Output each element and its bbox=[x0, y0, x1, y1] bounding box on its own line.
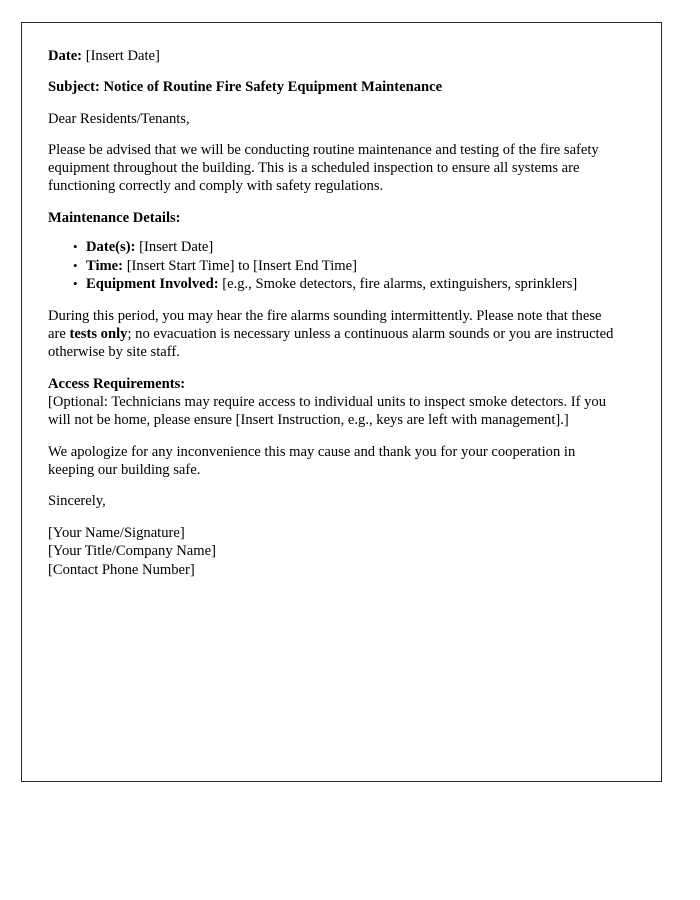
list-item bbox=[86, 275, 616, 294]
signature-line: [Your Title/Company Name] bbox=[48, 543, 216, 560]
intro-paragraph: Please be advised that we will be conducting routine maintenance and testing of the fire safety equipment throughout the building. This is a scheduled inspection to ensure all systems are functioning correctly and comply with safety regulations. bbox=[48, 141, 599, 195]
list-item-label: Time: bbox=[86, 257, 124, 274]
list-item bbox=[86, 257, 616, 276]
date-line bbox=[48, 47, 616, 65]
apology-paragraph: We apologize for any inconvenience this may cause and thank you for your cooperation in keeping our building safe. bbox=[48, 443, 576, 478]
alarm-notice-part1: During this period, you may hear the fire alarms sounding intermittently. Please note that these are bbox=[48, 307, 602, 343]
list-item bbox=[86, 238, 616, 257]
list-item-label: Date(s): bbox=[86, 239, 136, 256]
maintenance-details-list bbox=[48, 238, 616, 294]
date-value: [Insert Date] bbox=[85, 48, 160, 64]
signature-line: [Contact Phone Number] bbox=[48, 561, 195, 578]
subject-line: Subject: Notice of Routine Fire Safety Equipment Maintenance bbox=[48, 79, 443, 96]
date-label: Date: bbox=[48, 48, 83, 64]
document-body bbox=[48, 47, 616, 579]
access-requirements-body: [Optional: Technicians may require access to individual units to inspect smoke detectors. If you will not be home, please ensure [Insert Instruction, e.g., keys are left with management].] bbox=[48, 394, 606, 429]
document-page-border bbox=[21, 22, 662, 782]
list-item-value: [Insert Start Time] to [Insert End Time] bbox=[126, 257, 357, 274]
signature-line: [Your Name/Signature] bbox=[48, 524, 185, 541]
salutation: Dear Residents/Tenants, bbox=[48, 110, 190, 127]
access-requirements-heading: Access Requirements: bbox=[48, 375, 186, 392]
alarm-notice-emphasis: tests only bbox=[69, 326, 128, 343]
signature-block bbox=[48, 524, 616, 580]
closing-line: Sincerely, bbox=[48, 493, 106, 510]
alarm-notice-part2: ; no evacuation is necessary unless a continuous alarm sounds or you are instructed otherwise by site staff. bbox=[48, 326, 614, 361]
alarm-notice-paragraph bbox=[48, 307, 616, 362]
list-item-value: [e.g., Smoke detectors, fire alarms, extinguishers, sprinklers] bbox=[222, 276, 578, 293]
maintenance-details-heading: Maintenance Details: bbox=[48, 209, 181, 226]
list-item-label: Equipment Involved: bbox=[86, 276, 219, 293]
list-item-value: [Insert Date] bbox=[139, 239, 214, 256]
